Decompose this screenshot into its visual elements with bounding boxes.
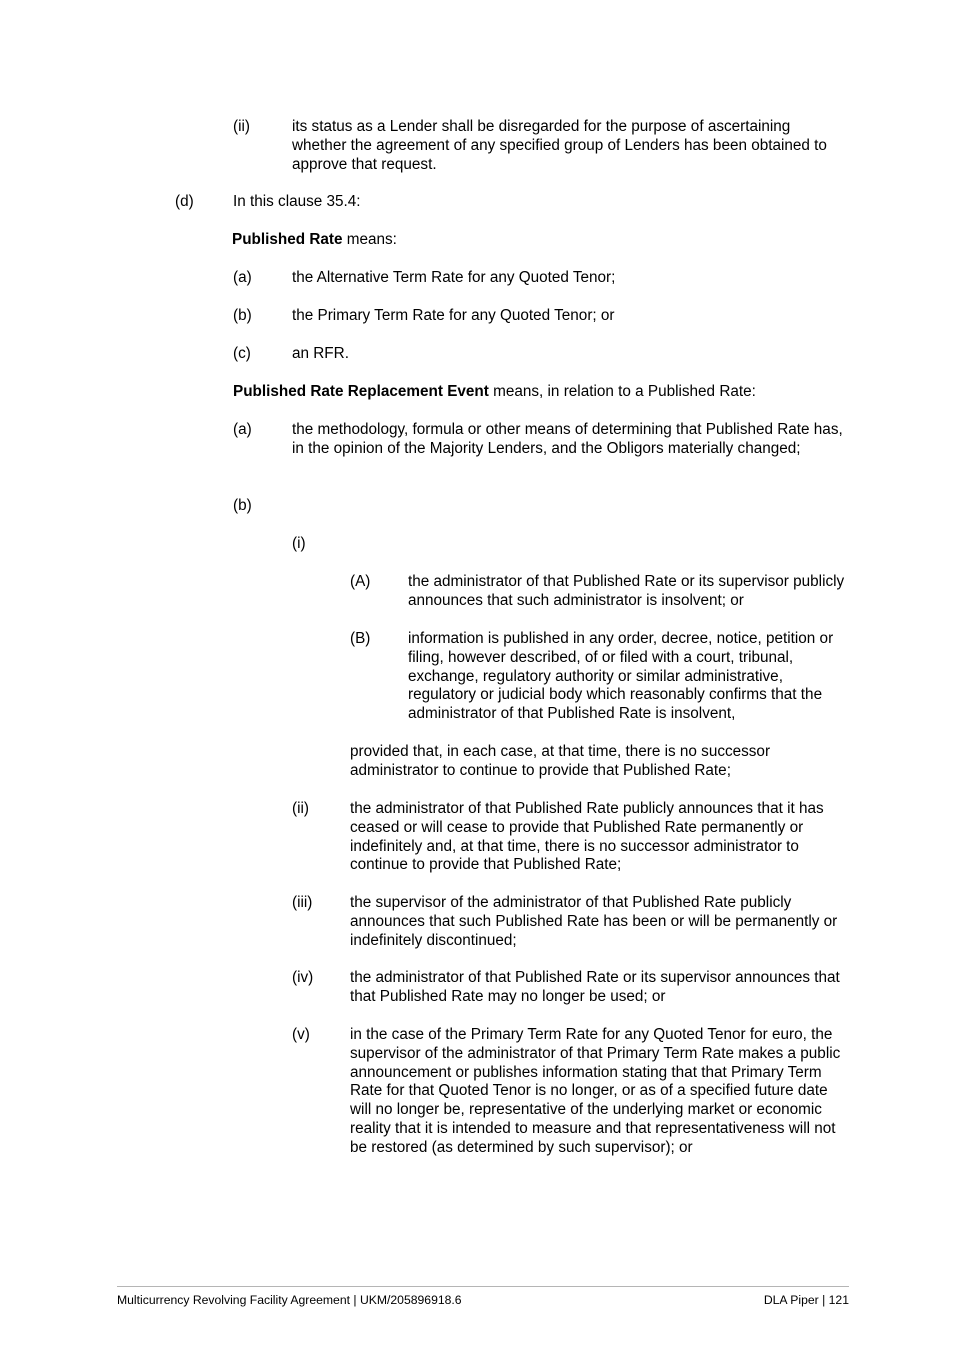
- published-rate-item-text: the Alternative Term Rate for any Quoted Tenor;: [292, 269, 616, 286]
- published-rate-item-text: an RFR.: [292, 345, 349, 362]
- event-b-ii-label: (ii): [292, 800, 309, 817]
- item-ii-label: (ii): [233, 118, 250, 135]
- published-rate-item-label: (c): [233, 345, 251, 362]
- definition-lead: means, in relation to a Published Rate:: [488, 383, 756, 400]
- footer-document-title: Multicurrency Revolving Facility Agreement | UKM/205896918.6: [117, 1293, 462, 1307]
- published-rate-item-text: the Primary Term Rate for any Quoted Tenor; or: [292, 307, 615, 324]
- clause-d-text: In this clause 35.4:: [233, 193, 361, 210]
- event-a-text: the methodology, formula or other means of determining that Published Rate has, in the opinion of the Majority Lenders, and the Obligors materially changed;: [292, 421, 843, 457]
- clause-d-label: (d): [175, 193, 194, 210]
- definition-lead: means:: [342, 231, 397, 248]
- event-b-iv-text: the administrator of that Published Rate or its supervisor announces that that Published Rate may no longer be used; or: [350, 969, 840, 1005]
- footer-page-number: DLA Piper | 121: [763, 1293, 849, 1307]
- event-b-i-A-label: (A): [350, 573, 371, 590]
- published-rate-item-label: (a): [233, 269, 252, 286]
- event-b-i-proviso: provided that, in each case, at that time, there is no successor administrator to continue to provide that Published Rate;: [350, 743, 771, 779]
- definition-replacement-event: [233, 383, 756, 402]
- event-b-v-text: in the case of the Primary Term Rate for any Quoted Tenor for euro, the supervisor of the administrator of that Primary Term Rate makes a public announcement or publishes information stating that that Primary Term Rate for that Quoted Tenor is no longer, or as of a specified future date will no longer be, representative of the underlying market or economic reality that it is intended to measure and that representativeness will not be restored (as determined by such supervisor); or: [350, 1026, 841, 1156]
- item-ii-text: its status as a Lender shall be disregarded for the purpose of ascertaining whether the agreement of any specified group of Lenders has been obtained to approve that request.: [292, 118, 827, 173]
- defined-term: Published Rate Replacement Event: [233, 383, 489, 400]
- defined-term: Published Rate: [232, 231, 343, 248]
- published-rate-item-label: (b): [233, 307, 252, 324]
- event-b-i-B-text: information is published in any order, decree, notice, petition or filing, however described, of or filed with a court, tribunal, exchange, regulatory authority or similar administrative, regulatory or judicial body which reasonably confirms that the administrator of that Published Rate is insolvent,: [408, 630, 834, 723]
- event-b-i-label: (i): [292, 535, 306, 552]
- footer-divider: [117, 1286, 849, 1287]
- event-a-label: (a): [233, 421, 252, 438]
- event-b-label: (b): [233, 497, 252, 514]
- event-b-v-label: (v): [292, 1026, 310, 1043]
- event-b-iii-label: (iii): [292, 894, 313, 911]
- event-b-i-A-text: the administrator of that Published Rate or its supervisor publicly announces that such administrator is insolvent; or: [408, 573, 845, 609]
- definition-published-rate: [232, 231, 397, 250]
- event-b-iv-label: (iv): [292, 969, 314, 986]
- event-b-iii-text: the supervisor of the administrator of that Published Rate publicly announces that such Published Rate has been or will be permanently or indefinitely discontinued;: [350, 894, 838, 949]
- event-b-ii-text: the administrator of that Published Rate publicly announces that it has ceased or will cease to provide that Published Rate permanently or indefinitely and, at that time, there is no successor administrator to continue to provide that Published Rate;: [350, 800, 824, 874]
- event-b-i-B-label: (B): [350, 630, 371, 647]
